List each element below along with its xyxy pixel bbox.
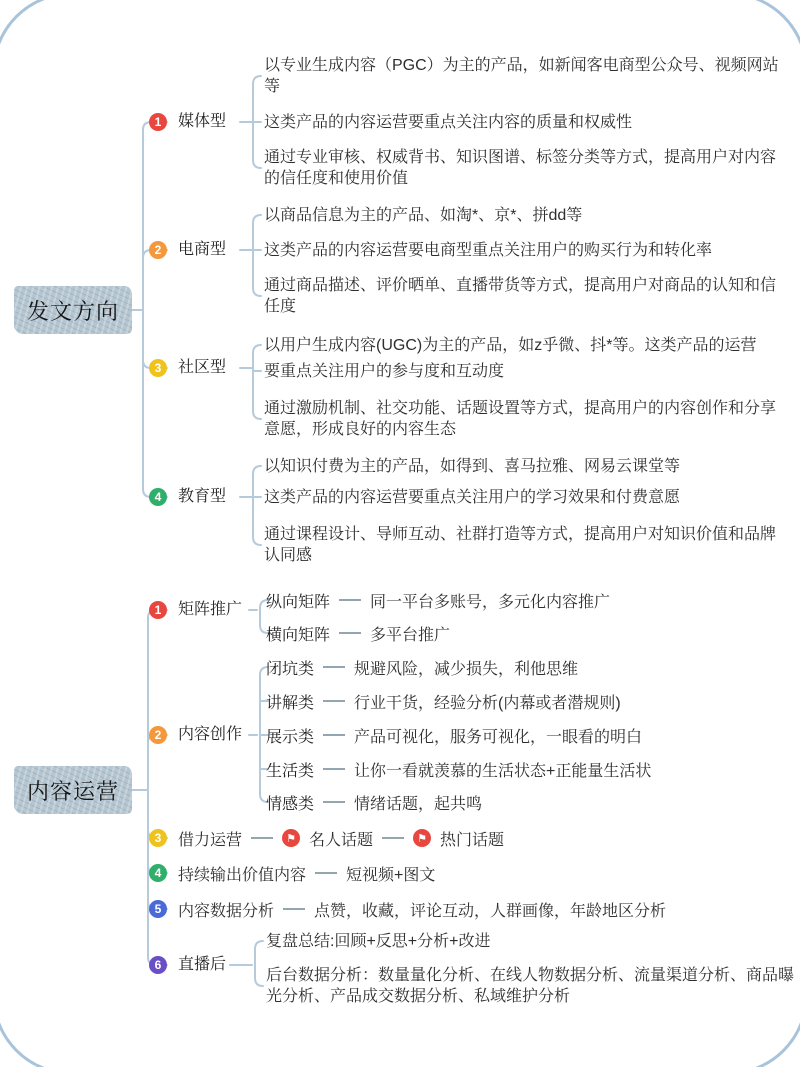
leaf-education-method[interactable]: 通过课程设计、导师互动、社群打造等方式，提高用户对知识价值和品牌认同感	[264, 526, 777, 564]
subtopic-emotion-type[interactable]: 情感类	[266, 795, 315, 813]
leaf-ecommerce-focus[interactable]: 这类产品的内容运营要电商型重点关注用户的购买行为和转化率	[264, 242, 713, 259]
subtopic-pitfall-type[interactable]: 闭坑类	[266, 660, 315, 678]
leaf-education-focus[interactable]: 这类产品的内容运营要重点关注用户的学习效果和付费意愿	[264, 489, 681, 506]
node-data-analysis-row	[178, 898, 666, 920]
dash-connector	[339, 632, 361, 634]
dash-connector	[382, 837, 404, 839]
leaf-display-desc[interactable]: 产品可视化，服务可视化，一眼看的明白	[354, 728, 643, 746]
dash-connector	[323, 700, 345, 702]
number-2-badge-icon: 2	[149, 241, 167, 259]
subtopic-explain-type[interactable]: 讲解类	[266, 694, 315, 712]
leaf-continuous-output-desc[interactable]: 短视频+图文	[346, 866, 436, 884]
leaf-pitfall-desc[interactable]: 规避风险，减少损失，利他思维	[354, 660, 579, 678]
topic-content-creation[interactable]: 内容创作	[178, 726, 243, 743]
leaf-media-method[interactable]: 通过专业审核、权威背书、知识图谱、标签分类等方式，提高用户对内容的信任度和使用价值	[264, 149, 777, 187]
flag-icon: ⚑	[282, 829, 300, 847]
number-2-badge-icon: 2	[149, 726, 167, 744]
leaf-ecommerce-method[interactable]: 通过商品描述、评价晒单、直播带货等方式，提高用户对商品的认知和信任度	[264, 277, 777, 315]
node-explain-row	[266, 690, 621, 712]
node-emotion-row	[266, 791, 482, 813]
number-3-badge-icon: 3	[149, 359, 167, 377]
leaf-lifestyle-desc[interactable]: 让你一看就羡慕的生活状态+正能量生活状	[354, 762, 652, 780]
leaf-education-product[interactable]: 以知识付费为主的产品，如得到、喜马拉雅、网易云课堂等	[264, 458, 681, 475]
topic-continuous-value-output[interactable]: 持续输出价值内容	[178, 866, 307, 884]
number-4-badge-icon: 4	[149, 864, 167, 882]
number-1-badge-icon: 1	[149, 113, 167, 131]
leaf-emotion-desc[interactable]: 情绪话题，起共鸣	[354, 795, 483, 813]
leaf-community-product[interactable]: 以用户生成内容(UGC)为主的产品，如z乎微、抖*等。这类产品的运营	[264, 337, 757, 354]
node-display-row	[266, 724, 642, 746]
topic-after-live[interactable]: 直播后	[178, 956, 227, 973]
subtopic-celebrity-topic[interactable]: 名人话题	[309, 831, 374, 849]
subtopic-horizontal-matrix[interactable]: 横向矩阵	[266, 626, 331, 644]
leaf-backend-analysis[interactable]: 后台数据分析：数量量化分析、在线人物数据分析、流量渠道分析、商品曝光分析、产品成交数据分析、私域维护分析	[266, 967, 795, 1005]
topic-education-type[interactable]: 教育型	[178, 488, 227, 505]
leaf-vertical-matrix-desc[interactable]: 同一平台多账号，多元化内容推广	[370, 593, 611, 611]
dash-connector	[339, 599, 361, 601]
dash-connector	[283, 908, 305, 910]
dash-connector	[323, 801, 345, 803]
topic-content-data-analysis[interactable]: 内容数据分析	[178, 902, 275, 920]
node-horizontal-matrix-row	[266, 622, 450, 644]
node-pitfall-row	[266, 656, 578, 678]
node-lifestyle-row	[266, 758, 651, 780]
leaf-review-summary[interactable]: 复盘总结:回顾+反思+分析+改进	[266, 933, 491, 950]
root-topic-posting-direction[interactable]: 发文方向	[14, 286, 132, 334]
leaf-media-focus[interactable]: 这类产品的内容运营要重点关注内容的质量和权威性	[264, 114, 633, 131]
number-6-badge-icon: 6	[149, 956, 167, 974]
number-3-badge-icon: 3	[149, 829, 167, 847]
leaf-community-method[interactable]: 通过激励机制、社交功能、话题设置等方式，提高用户的内容创作和分享意愿，形成良好的内容生态	[264, 400, 777, 438]
topic-matrix-promotion[interactable]: 矩阵推广	[178, 601, 243, 618]
number-1-badge-icon: 1	[149, 601, 167, 619]
root-topic-content-operation[interactable]: 内容运营	[14, 766, 132, 814]
dash-connector	[251, 837, 273, 839]
node-leverage-row	[178, 827, 504, 849]
topic-community-type[interactable]: 社区型	[178, 359, 227, 376]
leaf-data-analysis-desc[interactable]: 点赞，收藏，评论互动，人群画像，年龄地区分析	[314, 902, 667, 920]
node-continuous-output-row	[178, 862, 435, 884]
flag-icon: ⚑	[413, 829, 431, 847]
dash-connector	[323, 768, 345, 770]
node-vertical-matrix-row	[266, 589, 610, 611]
topic-leverage-operation[interactable]: 借力运营	[178, 831, 243, 849]
number-4-badge-icon: 4	[149, 488, 167, 506]
subtopic-hot-topic[interactable]: 热门话题	[440, 831, 505, 849]
leaf-media-product[interactable]: 以专业生成内容（PGC）为主的产品，如新闻客电商型公众号、视频网站等	[264, 57, 779, 95]
subtopic-vertical-matrix[interactable]: 纵向矩阵	[266, 593, 331, 611]
leaf-explain-desc[interactable]: 行业干货，经验分析(内幕或者潜规则)	[354, 694, 621, 712]
leaf-community-focus[interactable]: 要重点关注用户的参与度和互动度	[264, 363, 505, 380]
topic-ecommerce-type[interactable]: 电商型	[178, 241, 227, 258]
leaf-ecommerce-product[interactable]: 以商品信息为主的产品、如淘*、京*、拼dd等	[264, 207, 583, 224]
subtopic-lifestyle-type[interactable]: 生活类	[266, 762, 315, 780]
dash-connector	[323, 734, 345, 736]
leaf-horizontal-matrix-desc[interactable]: 多平台推广	[370, 626, 451, 644]
dash-connector	[315, 872, 337, 874]
topic-media-type[interactable]: 媒体型	[178, 113, 227, 130]
subtopic-display-type[interactable]: 展示类	[266, 728, 315, 746]
number-5-badge-icon: 5	[149, 900, 167, 918]
dash-connector	[323, 666, 345, 668]
